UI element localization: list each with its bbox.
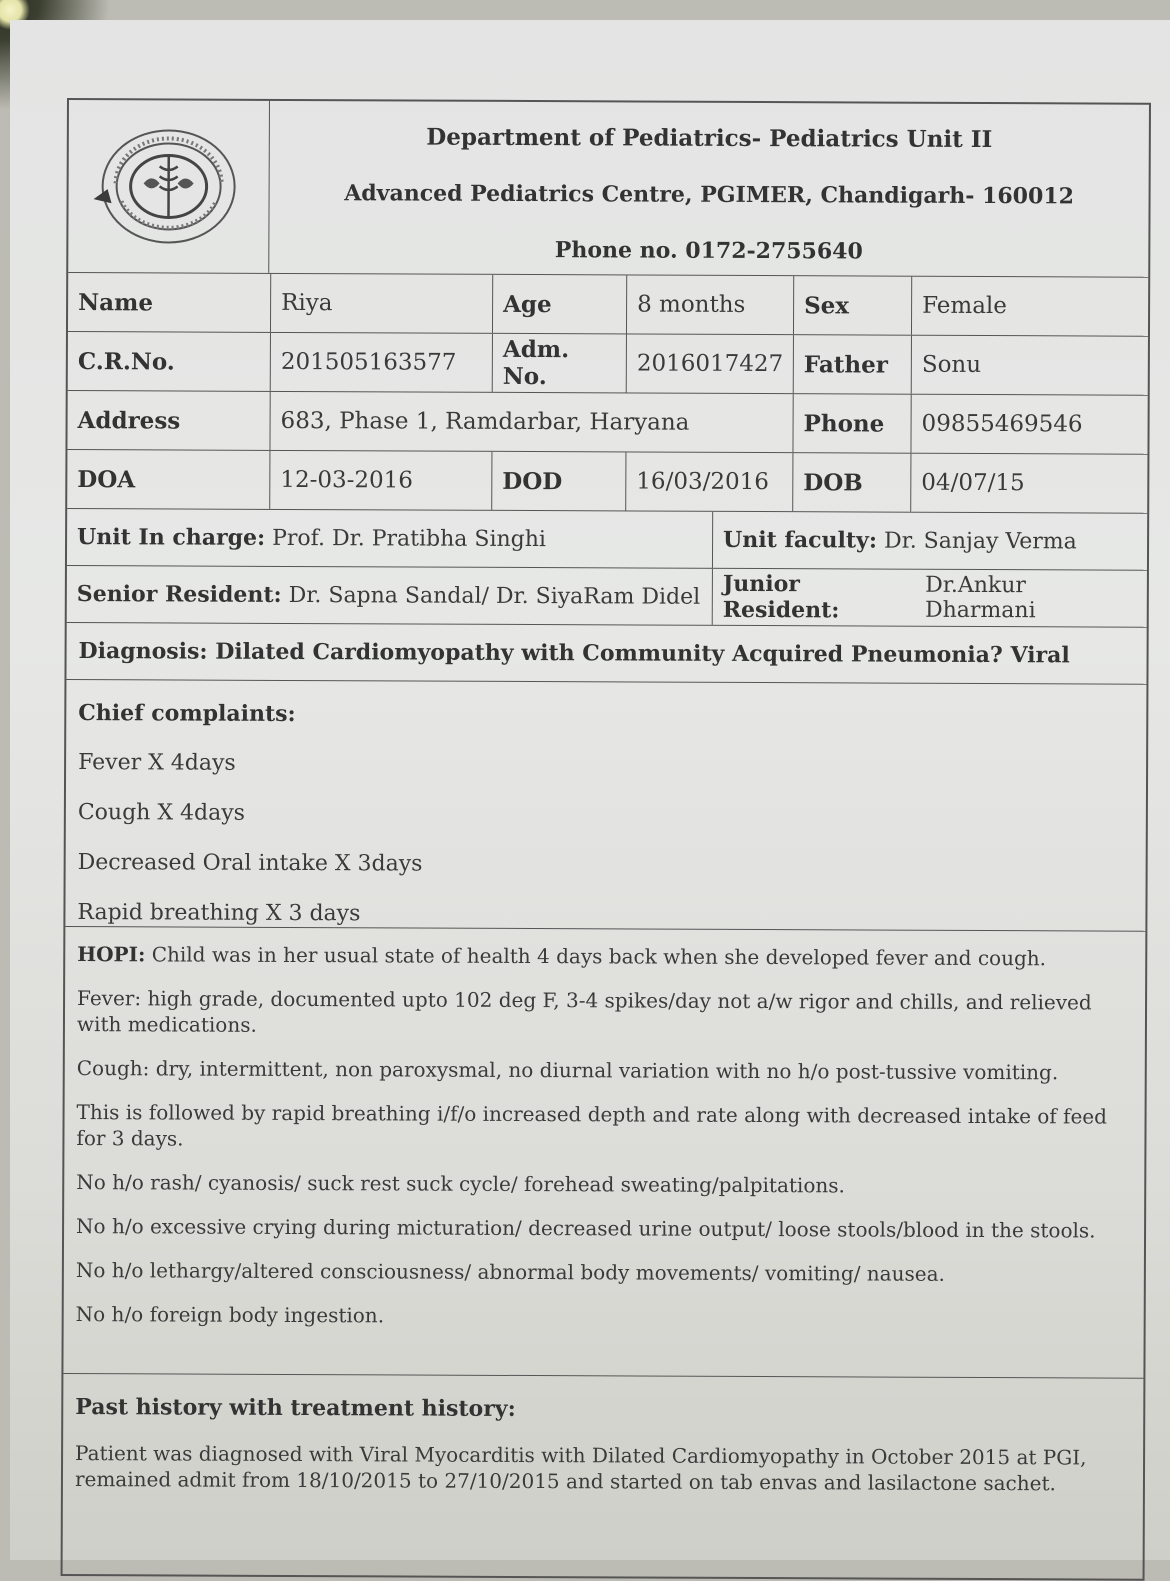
complaints-title: Chief complaints: xyxy=(78,700,296,728)
unit-incharge-label: Unit In charge: xyxy=(77,524,266,551)
address-value: 683, Phase 1, Ramdarbar, Haryana xyxy=(269,392,792,452)
paper-sheet xyxy=(10,20,1170,1560)
complaint-item: Decreased Oral intake X 3days xyxy=(77,850,423,877)
hopi-line: Cough: dry, intermittent, non paroxysmal, no diurnal variation with no h/o post-tussive vomiting. xyxy=(76,1056,1059,1085)
hopi-line: No h/o foreign body ingestion. xyxy=(75,1302,385,1328)
hopi-line: No h/o lethargy/altered consciousness/ abnormal body movements/ vomiting/ nausea. xyxy=(75,1258,945,1286)
dod-value: 16/03/2016 xyxy=(625,452,792,511)
complaint-item: Rapid breathing X 3 days xyxy=(77,900,361,927)
past-history xyxy=(63,1374,1144,1579)
diagnosis: Diagnosis: Dilated Cardiomyopathy with Community Acquired Pneumonia? Viral xyxy=(78,638,1070,669)
junior-resident xyxy=(712,569,1147,627)
hopi-intro-text: Child was in her usual state of health 4 days back when she developed fever and cough. xyxy=(151,942,1047,971)
complaints-row xyxy=(65,679,1146,931)
hopi-intro xyxy=(77,941,1133,972)
institute-logo xyxy=(68,100,269,273)
hopi-line: Fever: high grade, documented upto 102 deg F, 3-4 spikes/day not a/w rigor and chills, and relieved with medications. xyxy=(76,986,1092,1037)
hopi-line: No h/o rash/ cyanosis/ suck rest suck cycle/ forehead sweating/palpitations. xyxy=(76,1170,845,1198)
hopi-line: This is followed by rapid breathing i/f/o increased depth and rate along with decreased intake of feed for 3 days. xyxy=(76,1100,1108,1151)
address-label: Address xyxy=(77,406,181,434)
sex-value: Female xyxy=(911,277,1148,336)
hopi-line: No h/o excessive crying during micturation/ decreased urine output/ loose stools/blood in the stools. xyxy=(76,1214,1096,1243)
info-row-name xyxy=(68,272,1148,336)
unit-faculty-value: Dr. Sanjay Verma xyxy=(883,528,1077,554)
past-history-text: Patient was diagnosed with Viral Myocarditis with Dilated Cardiomyopathy in October 2015 at PGI, remained admit from 18/10/2015 to 27/10/2015 and started on tab envas and lasilactone sachet. xyxy=(74,1441,1087,1496)
phone-value: 09855469546 xyxy=(910,395,1147,454)
dob-label: DOB xyxy=(792,453,910,512)
past-history-row xyxy=(63,1373,1144,1579)
senior-resident xyxy=(67,566,712,625)
junior-resident-value: Dr.Ankur Dharmani xyxy=(924,572,1036,624)
header-text xyxy=(268,101,1149,277)
form-header xyxy=(68,100,1149,277)
unit-faculty-label: Unit faculty: xyxy=(723,526,878,554)
complaint-item: Fever X 4days xyxy=(78,750,236,776)
dob-value: 04/07/15 xyxy=(910,454,1147,513)
info-row-crno xyxy=(68,331,1148,395)
hopi-label: HOPI: xyxy=(77,942,146,967)
complaint-item: Cough X 4days xyxy=(77,800,245,826)
doa-value: 12-03-2016 xyxy=(269,451,491,510)
sex-label: Sex xyxy=(793,276,911,335)
junior-resident-label: Junior Resident: xyxy=(722,570,840,624)
father-label: Father xyxy=(793,335,911,394)
department-phone: Phone no. 0172-2755640 xyxy=(554,237,863,265)
hopi-section xyxy=(63,927,1145,1378)
centre-address: Advanced Pediatrics Centre, PGIMER, Chandigarh- 160012 xyxy=(344,180,1074,210)
crno-label: C.R.No. xyxy=(77,347,175,375)
senior-resident-label: Senior Resident: xyxy=(76,581,282,608)
adm-label: Adm. No. xyxy=(492,334,626,393)
info-row-address xyxy=(67,390,1147,454)
name-value: Riya xyxy=(270,274,492,333)
unit-faculty xyxy=(712,512,1147,570)
phone-label: Phone xyxy=(792,394,910,453)
father-value: Sonu xyxy=(911,336,1148,395)
chief-complaints xyxy=(65,680,1146,931)
hopi-row xyxy=(63,926,1145,1378)
doa-label: DOA xyxy=(77,465,136,493)
unit-incharge xyxy=(67,509,712,568)
past-history-title: Past history with treatment history: xyxy=(75,1394,516,1422)
department-title: Department of Pediatrics- Pediatrics Unit II xyxy=(426,123,993,154)
age-label: Age xyxy=(492,275,626,334)
adm-value: 2016017427 xyxy=(626,334,793,393)
crno-value: 201505163577 xyxy=(270,333,492,392)
discharge-form xyxy=(61,98,1151,1581)
diagnosis-row xyxy=(66,622,1146,684)
senior-resident-value: Dr. Sapna Sandal/ Dr. SiyaRam Didel xyxy=(288,582,701,610)
name-label: Name xyxy=(78,288,154,316)
staff-row-unit xyxy=(67,508,1147,570)
staff-row-residents xyxy=(67,565,1147,627)
unit-incharge-value: Prof. Dr. Pratibha Singhi xyxy=(272,525,547,552)
age-value: 8 months xyxy=(626,275,793,334)
info-row-dates xyxy=(67,449,1147,513)
emblem-icon xyxy=(93,121,244,252)
dod-label: DOD xyxy=(491,452,625,511)
